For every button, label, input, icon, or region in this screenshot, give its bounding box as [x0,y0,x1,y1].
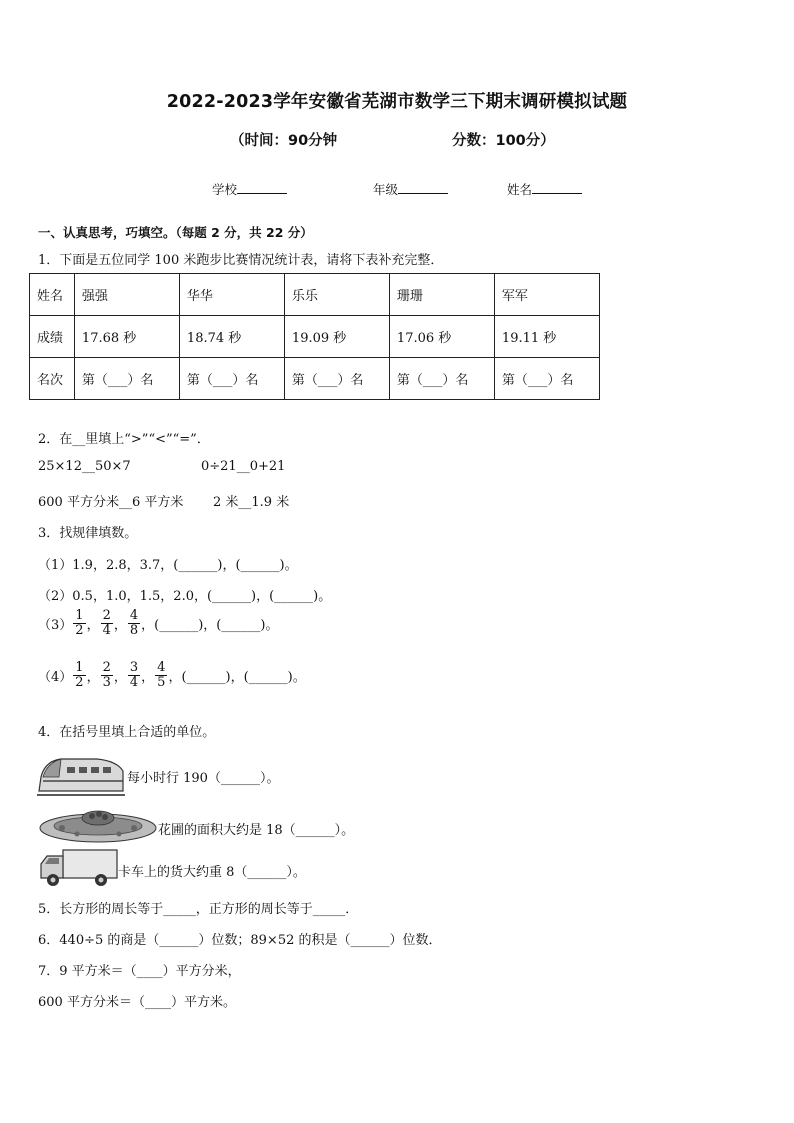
page-title: 2022-2023学年安徽省芜湖市数学三下期末调研模拟试题 [166,92,628,112]
table-cell: 珊珊 [389,274,494,316]
answer-cell[interactable]: 第（___）名 [179,358,284,400]
table-cell: 18.74 秒 [179,316,284,358]
table-cell: 姓名 [30,274,75,316]
table-cell: 强强 [74,274,179,316]
exam-score: 分数：100分） [452,133,555,149]
table-cell: 19.09 秒 [284,316,389,358]
question-7-b[interactable]: 600 平方分米＝（____）平方米。 [38,995,236,1010]
fraction: $\frac{1}{2}$ [75,660,84,690]
unit-item[interactable]: 花圃的面积大约是 18（______）。 [158,823,355,838]
fraction: $\frac{1}{2}$ [75,608,84,638]
pattern-line-3[interactable]: （3） $\frac{1}{2}$ ， $\frac{2}{4}$ ， $\frac{4}{8}$ ，(______)，(______)。 [38,608,279,638]
answer-cell[interactable]: 第（___）名 [74,358,179,400]
question-4: 4．在括号里填上合适的单位。 [38,725,216,740]
table-cell: 17.06 秒 [389,316,494,358]
question-1: 1．下面是五位同学 100 米跑步比赛情况统计表，请将下表补充完整． [38,253,444,268]
table-cell: 19.11 秒 [494,316,599,358]
unit-item[interactable]: 每小时行 190（______）。 [127,771,280,786]
table-cell: 华华 [179,274,284,316]
question-5[interactable]: 5．长方形的周长等于_____，正方形的周长等于_____． [38,902,359,917]
results-table [29,273,600,400]
compare-item[interactable]: 600 平方分米__6 平方米 [38,495,184,510]
question-2: 2．在__里填上“>”“<”“=”． [38,432,210,447]
school-field[interactable]: 学校 [212,180,287,198]
table-cell: 乐乐 [284,274,389,316]
compare-item[interactable]: 25×12__50×7 [38,459,131,474]
train-icon [37,751,127,797]
grade-field[interactable]: 年级 [373,180,448,198]
answer-cell[interactable]: 第（___）名 [389,358,494,400]
table-cell: 17.68 秒 [74,316,179,358]
compare-item[interactable]: 2 米__1.9 米 [213,495,290,510]
line-label: （4） [38,670,73,685]
table-row [30,358,600,400]
fraction: $\frac{4}{5}$ [157,660,166,690]
exam-time: （时间：90分钟 [230,133,338,149]
fraction: $\frac{3}{4}$ [129,660,139,690]
pattern-line-1[interactable]: （1）1.9，2.8，3.7，(______)，(______)。 [38,558,298,573]
table-cell: 成绩 [30,316,75,358]
fraction: $\frac{2}{4}$ [102,608,111,638]
question-7-a[interactable]: 7．9 平方米＝（____）平方分米， [38,964,241,979]
answer-cell[interactable]: 第（___）名 [284,358,389,400]
fraction: $\frac{2}{3}$ [102,660,111,690]
table-cell: 军军 [494,274,599,316]
table-row [30,316,600,358]
name-field[interactable]: 姓名 [507,180,582,198]
flower-bed-icon [37,806,159,844]
answer-cell[interactable]: 第（___）名 [494,358,599,400]
table-cell: 名次 [30,358,75,400]
truck-icon [37,848,119,888]
pattern-line-2[interactable]: （2）0.5，1.0，1.5，2.0，(______)，(______)。 [38,589,332,604]
unit-item[interactable]: 卡车上的货大约重 8（______）。 [118,865,306,880]
line-label: （3） [38,618,73,633]
question-3: 3．找规律填数。 [38,526,138,541]
question-6[interactable]: 6．440÷5 的商是（______）位数；89×52 的积是（______）位数． [38,933,442,948]
fraction: $\frac{4}{8}$ [129,608,139,638]
compare-item[interactable]: 0÷21__0+21 [201,459,286,474]
table-row [30,274,600,316]
pattern-line-4[interactable]: （4） $\frac{1}{2}$ ， $\frac{2}{3}$ ， $\frac{3}{4}$ ， $\frac{4}{5}$ ，(______)，(______)。 [38,660,306,690]
section-heading: 一、认真思考，巧填空。（每题 2 分，共 22 分） [38,225,313,240]
